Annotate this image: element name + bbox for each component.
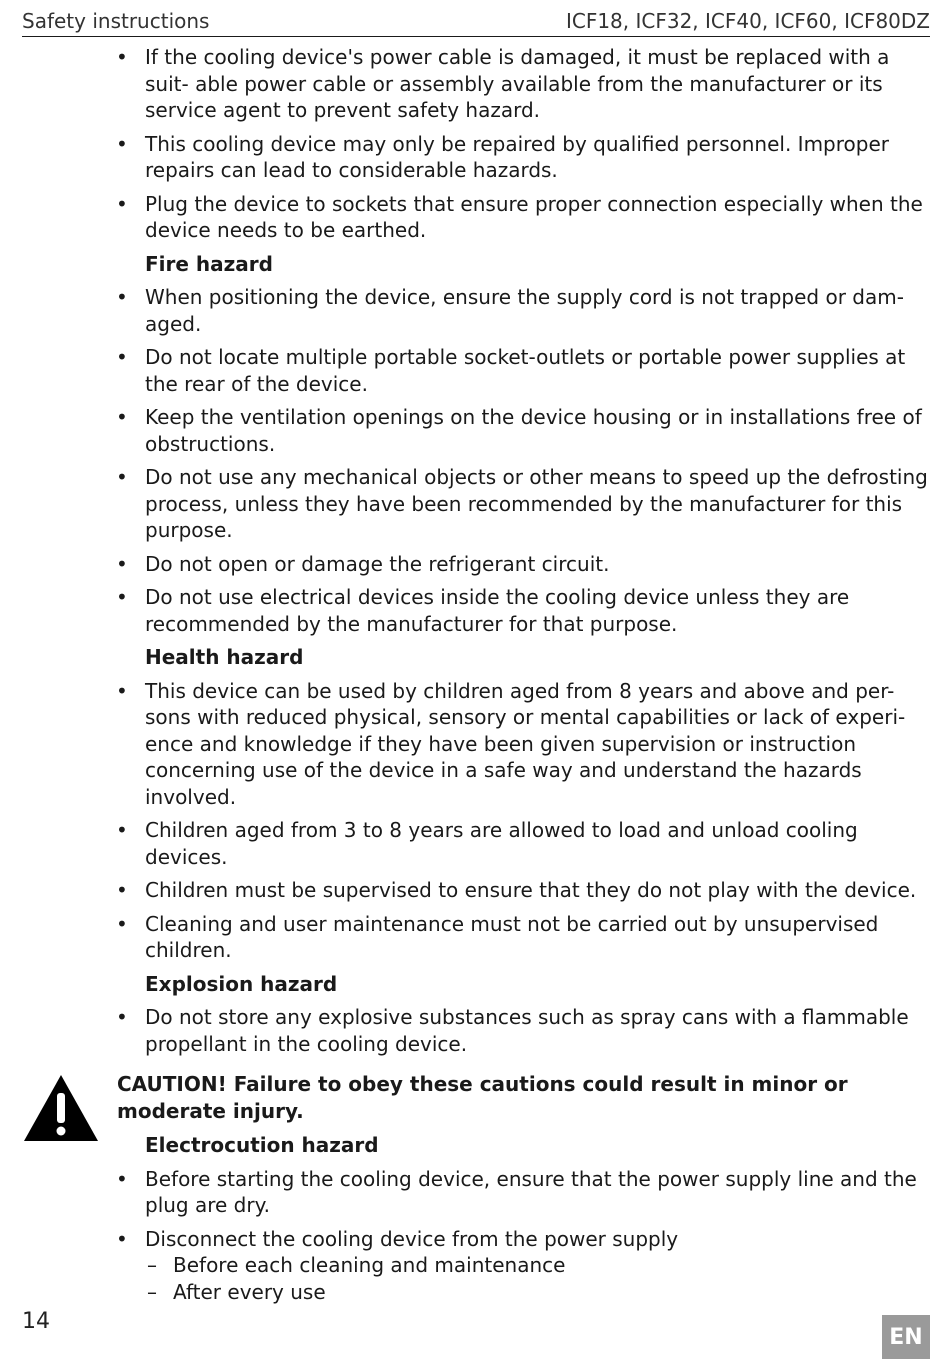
page-header xyxy=(22,6,930,37)
list-item: • This cooling device may only be repaired by qualified personnel. Improper repairs can lead to considerable hazards. xyxy=(116,131,889,182)
bullet: • xyxy=(116,405,128,429)
list-item: • When positioning the device, ensure the supply cord is not trapped or dam- aged. xyxy=(116,285,904,336)
list-item: • Do not locate multiple portable socket-outlets or portable power supplies at the rear of the device. xyxy=(116,345,906,396)
list-item: • Children must be supervised to ensure that they do not play with the device. xyxy=(116,878,917,902)
list-item: • Disconnect the cooling device from the power supply xyxy=(116,1226,679,1251)
bullet: • xyxy=(116,911,128,936)
bullet: • xyxy=(116,678,128,703)
dash: – xyxy=(147,1253,157,1277)
section-heading: Electrocution hazard xyxy=(145,1133,379,1157)
bullet: • xyxy=(116,191,128,216)
list-item: • Plug the device to sockets that ensure proper connection especially when the device needs to be earthed. xyxy=(116,191,923,242)
bullet: • xyxy=(116,878,128,902)
caution-text: CAUTION! Failure to obey these cautions could result in minor or moderate injury. xyxy=(117,1072,848,1123)
section-heading: Health hazard xyxy=(145,645,304,669)
fire-hazard-section xyxy=(0,251,950,638)
list-item: • Do not use any mechanical objects or other means to speed up the defrosting process, unless they have been recommended by the manufacturer for this purpose. xyxy=(116,465,928,542)
section-heading: Explosion hazard xyxy=(145,971,338,996)
list-item: • Cleaning and user maintenance must not be carried out by unsupervised children. xyxy=(116,911,879,962)
bullet: • xyxy=(116,1166,128,1191)
list-item: • This device can be used by children aged from 8 years and above and per- sons with reduced physical, sensory or mental capabilities or lack of experi- ence and knowledge if they have been given supervision or instruction concerning use of the device in a safe way and understand the hazards involved. xyxy=(116,678,906,809)
caution-notice xyxy=(0,1071,950,1124)
bullet: • xyxy=(116,1226,128,1251)
bullet: • xyxy=(116,285,128,309)
explosion-hazard-section xyxy=(0,971,950,1058)
section-heading: Fire hazard xyxy=(145,251,273,276)
bullet: • xyxy=(116,551,128,576)
sub-list-item: – After every use xyxy=(147,1279,326,1304)
section-title: Safety instructions xyxy=(22,9,210,33)
sub-list-item: – Before each cleaning and maintenance xyxy=(147,1253,566,1277)
health-hazard-section xyxy=(0,644,950,964)
dash: – xyxy=(147,1279,157,1304)
electrocution-hazard-section xyxy=(0,1132,950,1305)
bullet: • xyxy=(116,1005,128,1029)
bullet: • xyxy=(116,345,128,369)
list-item: • Before starting the cooling device, ensure that the power supply line and the plug are dry. xyxy=(116,1166,917,1217)
page-number: 14 xyxy=(22,1309,50,1334)
list-item: • If the cooling device's power cable is damaged, it must be replaced with a suit- able power cable or assembly available from the manufacturer or its service agent to prevent safety hazard. xyxy=(116,45,890,122)
list-item: • Do not use electrical devices inside the cooling device unless they are recommended by the manufacturer for that purpose. xyxy=(116,585,850,636)
bullet: • xyxy=(116,818,128,842)
page-content xyxy=(0,44,950,1305)
list-item: • Do not open or damage the refrigerant circuit. xyxy=(116,551,610,576)
list-item: • Do not store any explosive substances such as spray cans with a flammable propellant in the cooling device. xyxy=(116,1005,909,1056)
list-item: • Keep the ventilation openings on the device housing or in installations free of obstructions. xyxy=(116,405,922,456)
bullet: • xyxy=(116,585,128,609)
language-badge: EN xyxy=(882,1315,930,1359)
bullet: • xyxy=(116,465,128,489)
bullet: • xyxy=(116,45,128,69)
bullet: • xyxy=(116,131,128,156)
intro-list xyxy=(0,44,950,244)
list-item: • Children aged from 3 to 8 years are allowed to load and unload cooling devices. xyxy=(116,818,858,869)
model-list: ICF18, ICF32, ICF40, ICF60, ICF80DZ xyxy=(565,9,930,33)
